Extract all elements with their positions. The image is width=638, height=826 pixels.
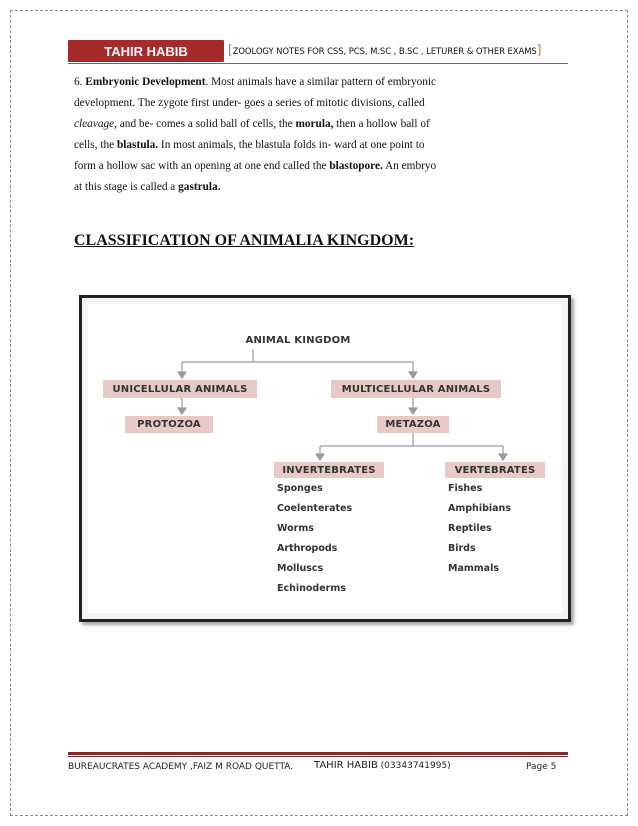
footer-author-name: TAHIR HABIB xyxy=(314,760,378,771)
para-text: at this stage is called a xyxy=(74,181,179,193)
para-term-blastopore: blastopore. xyxy=(329,160,383,172)
para-text: . Most animals have a similar pattern of embryonic xyxy=(205,76,437,88)
paragraph-line-2: development. The zygote first under- goes a series of mitotic divisions, called xyxy=(74,97,425,109)
para-term-cleavage: cleavage, xyxy=(74,118,117,130)
para-text: cells, the xyxy=(74,139,117,151)
list-item: Echinoderms xyxy=(277,583,346,594)
section-heading: CLASSIFICATION OF ANIMALIA KINGDOM: xyxy=(74,232,415,249)
header-bracket-open: [ xyxy=(228,43,233,57)
node-metazoa: METAZOA xyxy=(377,416,449,433)
node-unicellular-animals: UNICELLULAR ANIMALS xyxy=(103,380,257,398)
classification-figure-canvas xyxy=(88,304,562,613)
paragraph-line-4 xyxy=(74,135,504,156)
arrow-to-metazoa xyxy=(409,408,417,414)
footer-address: BUREAUCRATES ACADEMY ,FAIZ M ROAD QUETTA. xyxy=(68,762,294,772)
para-term-morula: morula, xyxy=(295,118,334,130)
list-item: Amphibians xyxy=(448,503,511,514)
header-rule xyxy=(68,63,568,64)
para-text: then a hollow ball of xyxy=(333,118,430,130)
para-number: 6. xyxy=(74,76,86,88)
para-text: form a hollow sac with an opening at one end called the xyxy=(74,160,330,172)
list-item: Arthropods xyxy=(277,543,338,554)
paragraph-line-1 xyxy=(74,72,504,93)
embryonic-development-paragraph xyxy=(74,72,504,198)
paragraph-line-5 xyxy=(74,156,504,177)
para-text: An embryo xyxy=(382,160,437,172)
list-item: Molluscs xyxy=(277,563,324,574)
para-text: In most animals, the blastula folds in- ward at one point to xyxy=(158,139,425,151)
paragraph-line-6 xyxy=(74,177,504,198)
classification-figure xyxy=(79,295,571,622)
list-item: Coelenterates xyxy=(277,503,353,514)
footer-phone: (03343741995) xyxy=(377,761,451,771)
para-text: and be- comes a solid ball of cells, the xyxy=(116,118,296,130)
invertebrates-list xyxy=(277,479,352,599)
footer-author xyxy=(314,760,451,771)
list-item: Birds xyxy=(448,543,476,554)
header-subtitle-text: ZOOLOGY NOTES FOR CSS, PCS, M.SC , B.SC , LETURER & OTHER EXAMS xyxy=(232,47,537,57)
arrow-to-vertebrates xyxy=(499,454,507,460)
list-item: Reptiles xyxy=(448,523,492,534)
node-multicellular-animals: MULTICELLULAR ANIMALS xyxy=(331,380,501,398)
list-item: Fishes xyxy=(448,483,483,494)
header-subtitle xyxy=(228,43,541,57)
vertebrates-list xyxy=(448,479,511,579)
node-invertebrates: INVERTEBRATES xyxy=(274,462,384,478)
paragraph-line-3 xyxy=(74,114,504,135)
header-author-badge: TAHIR HABIB xyxy=(68,40,224,62)
node-animal-kingdom: ANIMAL KINGDOM xyxy=(245,334,351,346)
list-item: Sponges xyxy=(277,483,323,494)
para-term-gastrula: gastrula. xyxy=(178,181,221,193)
arrow-to-multicellular xyxy=(409,372,417,378)
footer-rule-thick xyxy=(68,752,568,755)
header-bracket-close: ] xyxy=(536,43,542,57)
footer-rule-thin xyxy=(68,756,568,757)
arrow-to-invertebrates xyxy=(316,454,324,460)
node-vertebrates: VERTEBRATES xyxy=(445,462,545,478)
para-term-blastula: blastula. xyxy=(116,139,159,151)
footer-page-number: Page 5 xyxy=(526,762,557,772)
para-term-embryonic-development: Embryonic Development xyxy=(85,76,206,88)
arrow-to-protozoa xyxy=(178,408,186,414)
arrow-to-unicellular xyxy=(178,372,186,378)
list-item: Worms xyxy=(277,523,314,534)
list-item: Mammals xyxy=(448,563,499,574)
node-protozoa: PROTOZOA xyxy=(125,416,213,433)
